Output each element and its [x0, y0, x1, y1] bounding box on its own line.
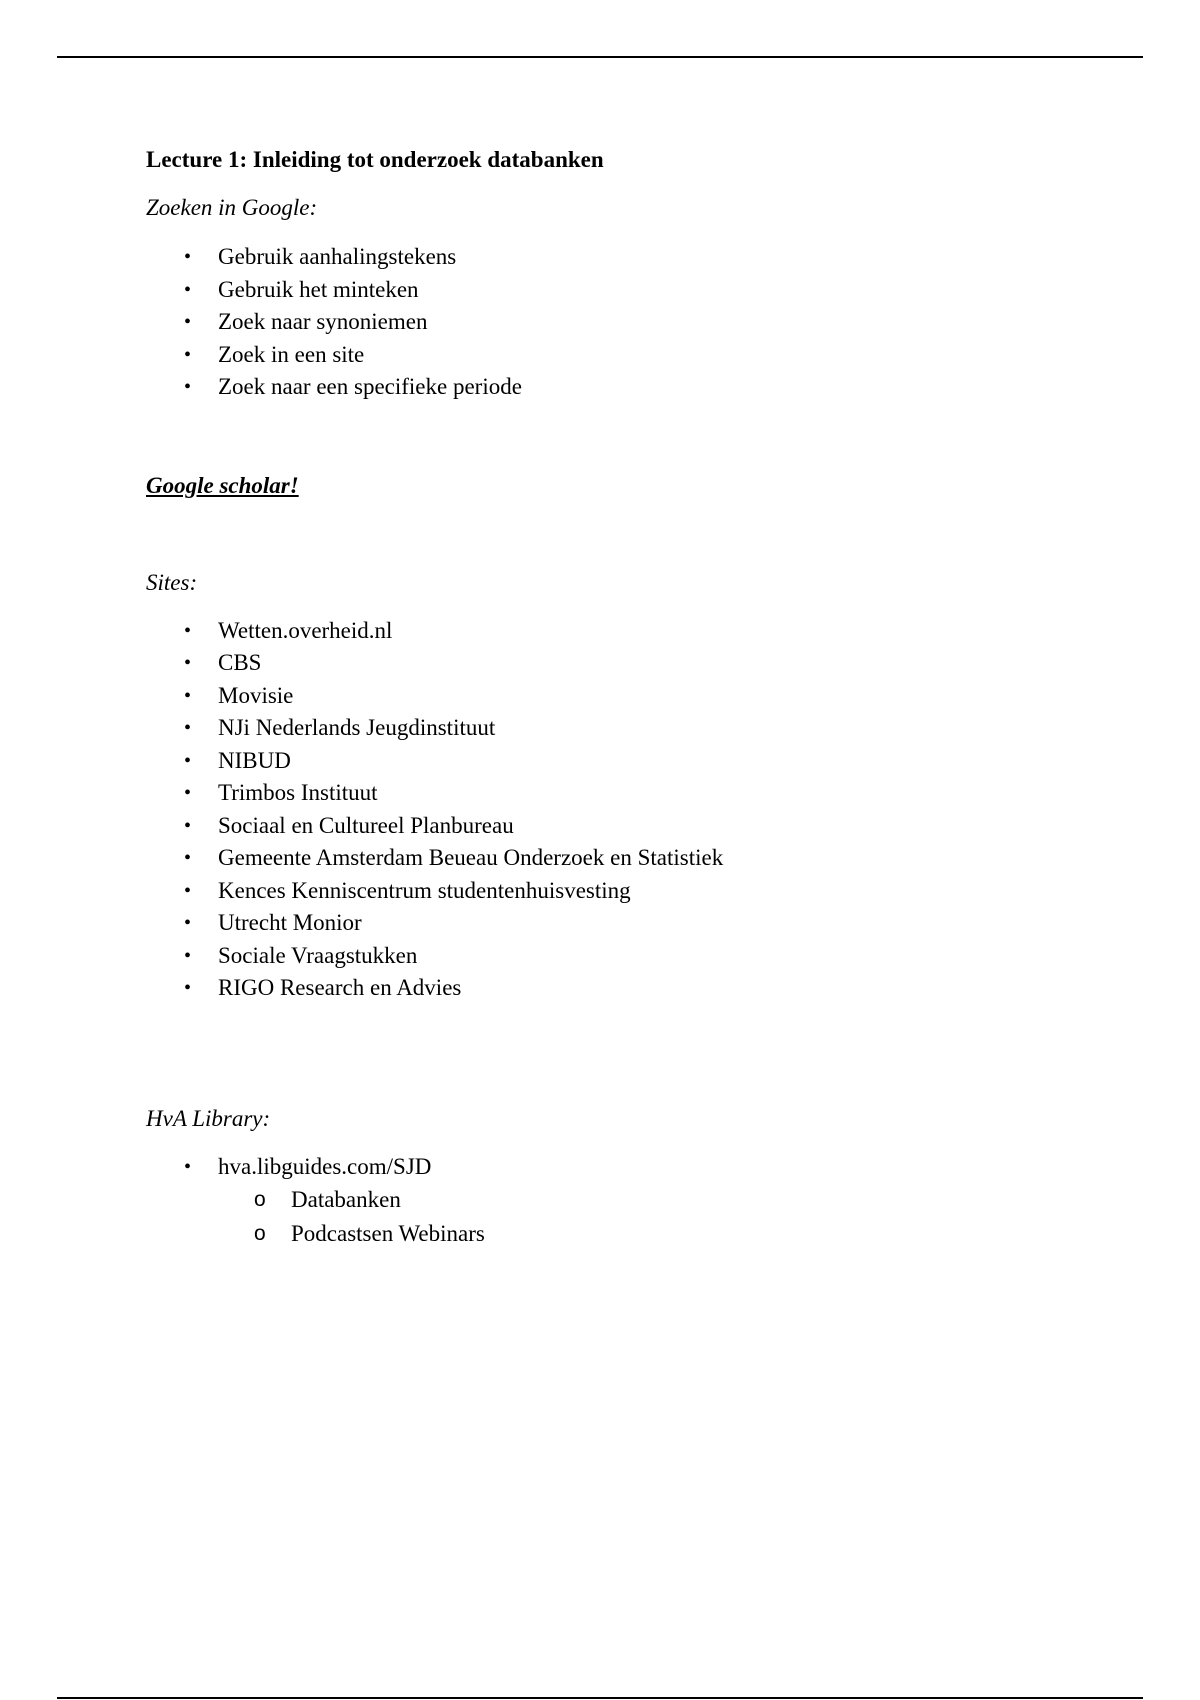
list-item [146, 680, 1146, 713]
sub-list-item [146, 1183, 1146, 1217]
bullet-icon: • [184, 343, 192, 366]
list-item-text: Sociaal en Cultureel Planbureau [218, 812, 514, 838]
list-item [146, 1151, 1146, 1184]
list-item [146, 615, 1146, 648]
list-item-text: Zoek naar een specifieke periode [218, 374, 522, 399]
sub-list-item [146, 1217, 1146, 1251]
circle-bullet-icon: o [254, 1188, 266, 1211]
list-item-text: Gebruik het minteken [218, 276, 419, 302]
library-list [146, 1151, 1146, 1184]
list-item [146, 371, 1146, 404]
list-item [146, 875, 1146, 908]
page-title: Lecture 1: Inleiding tot onderzoek databanken [146, 147, 604, 172]
list-item [146, 972, 1146, 1005]
bullet-icon: • [184, 717, 192, 739]
list-item [146, 647, 1146, 680]
bullet-icon: • [184, 879, 192, 902]
bullet-icon: • [184, 376, 192, 398]
list-item-text: Kences Kenniscentrum studentenhuisvesting [218, 877, 631, 903]
list-item [146, 712, 1146, 745]
section-label-library: HvA Library: [146, 1105, 271, 1131]
list-item-text: Sociale Vraagstukken [218, 942, 418, 968]
header-rule [57, 56, 1143, 58]
circle-bullet-icon: o [254, 1222, 266, 1245]
bullet-icon: • [184, 1155, 192, 1178]
bullet-icon: • [184, 944, 192, 967]
list-item-text: CBS [218, 650, 262, 675]
list-item-text: hva.libguides.com/SJD [218, 1153, 432, 1179]
bullet-icon: • [184, 311, 192, 333]
list-item-text: Gemeente Amsterdam Beueau Onderzoek en Statistiek [218, 845, 724, 870]
list-item-text: Zoek in een site [218, 341, 365, 367]
list-item [146, 842, 1146, 875]
bullet-icon: • [184, 912, 192, 934]
list-item [146, 810, 1146, 843]
list-item-text: Movisie [218, 682, 294, 708]
list-item-text: Gebruik aanhalingstekens [218, 244, 457, 269]
bullet-icon: • [184, 749, 192, 772]
list-item [146, 907, 1146, 940]
document-body [146, 145, 1146, 1251]
sub-list-item-text: Databanken [291, 1187, 401, 1212]
sites-list [146, 615, 1146, 1005]
bullet-icon: • [184, 619, 192, 642]
list-item-text: Zoek naar synoniemen [218, 309, 428, 334]
google-tips-list [146, 241, 1146, 404]
bullet-icon: • [184, 814, 192, 837]
list-item-text: Utrecht Monior [218, 910, 362, 935]
bullet-icon: • [184, 684, 192, 707]
list-item-text: Wetten.overheid.nl [218, 617, 393, 643]
list-item [146, 306, 1146, 339]
sub-list-item-text: Podcastsen Webinars [291, 1221, 485, 1246]
library-sublist [146, 1183, 1146, 1251]
list-item [146, 241, 1146, 274]
bullet-icon: • [184, 847, 192, 869]
footer-rule [57, 1697, 1143, 1699]
list-item [146, 339, 1146, 372]
google-scholar-heading: Google scholar! [146, 472, 299, 498]
bullet-icon: • [184, 782, 192, 804]
list-item-text: NJi Nederlands Jeugdinstituut [218, 715, 496, 740]
bullet-icon: • [184, 246, 192, 268]
list-item [146, 745, 1146, 778]
bullet-icon: • [184, 977, 192, 999]
list-item [146, 777, 1146, 810]
bullet-icon: • [184, 652, 192, 674]
list-item [146, 274, 1146, 307]
list-item-text: RIGO Research en Advies [218, 975, 462, 1000]
bullet-icon: • [184, 278, 192, 301]
section-label-google: Zoeken in Google: [146, 195, 318, 220]
list-item [146, 940, 1146, 973]
list-item-text: NIBUD [218, 747, 291, 773]
section-label-sites: Sites: [146, 569, 198, 595]
list-item-text: Trimbos Instituut [218, 780, 378, 805]
